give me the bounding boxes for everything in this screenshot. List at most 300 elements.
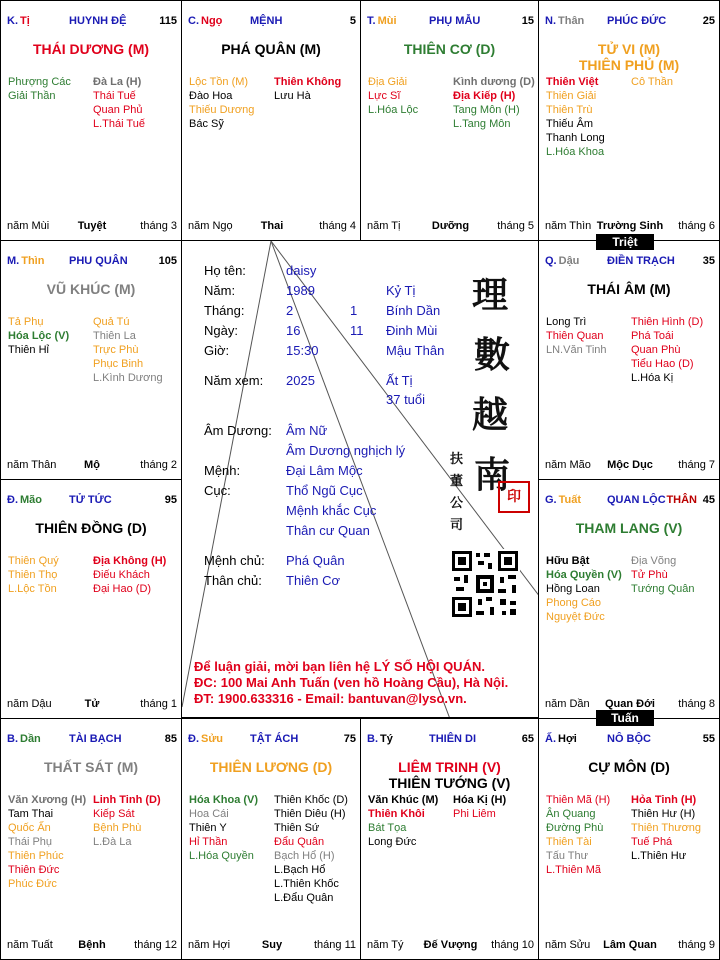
minor-stars-right xyxy=(631,554,695,596)
minor-star: Lộc Tồn (M) xyxy=(189,76,249,88)
minor-stars-right xyxy=(453,75,535,131)
minor-star: Hóa Khoa (V) xyxy=(189,794,259,806)
palace-score: 85 xyxy=(164,733,177,745)
minor-stars-right xyxy=(274,793,348,905)
minor-star: Giải Thần xyxy=(8,90,56,102)
minor-star: Trực Phù xyxy=(93,344,139,356)
palace-year: năm Dần xyxy=(545,698,590,710)
center-info-panel xyxy=(181,240,539,718)
minor-stars-left xyxy=(368,75,418,117)
main-star: THAM LANG (V) xyxy=(575,520,683,536)
palace-branch-name: Tị xyxy=(20,15,30,27)
palace-stage: Mộc Dục xyxy=(607,459,653,471)
palace-branch-name: Tuất xyxy=(558,494,582,506)
main-star: THÁI DƯƠNG (M) xyxy=(32,41,150,57)
palace-month: tháng 6 xyxy=(678,220,715,232)
minor-star: Đường Phù xyxy=(546,822,604,834)
palace-header xyxy=(367,733,534,747)
minor-stars-left xyxy=(8,75,71,103)
palace-name: HUYNH ĐỆ xyxy=(69,15,127,27)
palace-stem: B. xyxy=(7,733,18,745)
palace-stage: Tuyệt xyxy=(77,220,107,232)
minor-star: L.Thiên Khốc xyxy=(274,878,339,890)
day-solar: 16 xyxy=(286,323,301,338)
minor-star: Văn Xương (H) xyxy=(8,794,87,806)
minor-star: Hữu Bật xyxy=(546,555,590,567)
minor-star: Lưu Hà xyxy=(274,90,311,102)
palace-stage: Dưỡng xyxy=(431,220,470,232)
minor-star: Thiên Đức xyxy=(8,864,60,876)
minor-star: Quốc Ấn xyxy=(8,822,51,834)
hour-value: 15:30 xyxy=(286,343,319,358)
main-star: CỰ MÔN (D) xyxy=(588,759,670,775)
minor-star: Long Đức xyxy=(368,836,417,848)
minor-star: Đẩu Quân xyxy=(274,836,325,848)
palace-thin[interactable] xyxy=(0,240,182,480)
palace-year: năm Thân xyxy=(7,459,57,471)
palace-score: 15 xyxy=(521,15,534,27)
minor-star: Kình dương (D) xyxy=(453,76,535,88)
minor-star: L.Kình Dương xyxy=(93,372,163,384)
palace-name: THIÊN DI xyxy=(429,733,477,745)
minor-star: Cô Thần xyxy=(631,76,673,88)
minor-stars-left xyxy=(546,75,605,159)
palace-name: ĐIỀN TRẠCH xyxy=(607,255,675,267)
palace-branch xyxy=(188,733,223,745)
palace-stage: Mộ xyxy=(84,459,100,471)
palace-header xyxy=(545,15,715,29)
palace-month: tháng 4 xyxy=(319,220,356,232)
palace-month: tháng 3 xyxy=(140,220,177,232)
minor-star: Địa Giải xyxy=(368,76,408,88)
palace-branch-name: Ngọ xyxy=(201,15,223,27)
palace-year: năm Sửu xyxy=(545,939,591,951)
palace-score: 95 xyxy=(164,494,177,506)
palace-header xyxy=(188,15,356,29)
palace-branch xyxy=(367,15,397,27)
menh-chu-value: Phá Quân xyxy=(286,553,345,568)
palace-footer xyxy=(7,459,177,473)
minor-star: Thiên Hỉ xyxy=(8,344,49,356)
palace-branch-name: Dần xyxy=(20,733,41,745)
minor-star: Tả Phụ xyxy=(8,316,44,328)
menh-chu-label: Mệnh chủ: xyxy=(204,553,265,568)
calligraphy-char-3: 越 xyxy=(472,394,509,436)
main-star: THIÊN LƯƠNG (D) xyxy=(209,759,333,775)
palace-branch-name: Tý xyxy=(380,733,393,745)
palace-footer xyxy=(545,939,715,953)
minor-stars-left xyxy=(546,315,607,357)
minor-stars-right xyxy=(93,75,145,131)
minor-star: L.Bạch Hổ xyxy=(274,864,326,876)
main-star: THIÊN TƯỚNG (V) xyxy=(388,775,511,791)
palace-stage: Tử xyxy=(84,698,100,710)
palace-stage: Suy xyxy=(261,939,283,951)
minor-star: Thiên Quan xyxy=(546,330,604,342)
palace-score: 35 xyxy=(702,255,715,267)
palace-footer xyxy=(545,220,715,234)
palace-footer xyxy=(188,939,356,953)
palace-name: PHÚC ĐỨC xyxy=(607,15,667,27)
minor-star: Đại Hao (D) xyxy=(93,583,152,595)
palace-stem: C. xyxy=(188,15,199,27)
palace-stage: Thai xyxy=(260,220,284,232)
palace-branch xyxy=(545,733,577,745)
minor-star: Thanh Long xyxy=(546,132,605,144)
cuc-label: Cục: xyxy=(204,483,231,498)
minor-stars-right xyxy=(631,793,701,863)
palace-year: năm Tý xyxy=(367,939,404,951)
palace-stage: Bệnh xyxy=(78,939,106,951)
minor-stars-right xyxy=(274,75,341,103)
minor-star: Nguyệt Đức xyxy=(546,611,605,623)
triet-tag: Triệt xyxy=(596,234,654,250)
contact-line-2: ĐC: 100 Mai Anh Tuấn (ven hồ Hoàng Cầu), Hà Nội. xyxy=(194,675,509,690)
minor-star: Quả Tú xyxy=(93,316,130,328)
minor-star: L.Thiên Hư xyxy=(631,850,687,862)
cuc-note-2: Thân cư Quan xyxy=(286,523,370,538)
minor-star: Thiên Việt xyxy=(546,76,599,88)
palace-footer xyxy=(188,220,356,234)
minor-star: Hóa Quyền (V) xyxy=(546,569,622,581)
name-label: Họ tên: xyxy=(204,263,246,278)
minor-star: L.Hóa Khoa xyxy=(546,146,605,158)
minor-star: Thiên Hình (D) xyxy=(631,316,704,328)
palace-score: 105 xyxy=(158,255,177,267)
minor-star: Tấu Thư xyxy=(546,850,589,862)
minor-star: L.Thiên Mã xyxy=(546,864,602,876)
palace-stem: B. xyxy=(367,733,378,745)
calligraphy-char-1: 理 xyxy=(472,274,509,316)
palace-branch-name: Dậu xyxy=(558,255,580,267)
year-value: 1989 xyxy=(286,283,315,298)
palace-suu[interactable] xyxy=(181,718,361,960)
palace-branch xyxy=(367,733,393,745)
minor-star: Thái Tuế xyxy=(93,90,136,102)
palace-branch-name: Thân xyxy=(558,15,585,27)
minor-star: L.Thái Tuế xyxy=(93,118,145,130)
minor-star: Thiên Quý xyxy=(8,555,59,567)
palace-stem: T. xyxy=(367,15,376,27)
than-chu-value: Thiên Cơ xyxy=(286,573,341,588)
palace-than[interactable] xyxy=(538,0,720,241)
minor-star: Hóa Kị (H) xyxy=(453,794,507,806)
palace-footer xyxy=(367,220,534,234)
minor-star: Thiên Mã (H) xyxy=(546,794,611,806)
am-duong-value: Âm Nữ xyxy=(286,423,328,438)
palace-branch-name: Sửu xyxy=(201,733,224,745)
palace-branch xyxy=(7,255,44,267)
minor-star: Thiên Thọ xyxy=(8,569,58,581)
minor-stars-left xyxy=(189,75,254,131)
minor-stars-left xyxy=(546,793,610,877)
palace-month: tháng 9 xyxy=(678,939,715,951)
minor-star: Phượng Các xyxy=(8,76,71,88)
minor-stars-right xyxy=(631,75,673,89)
palace-stage: Trường Sinh xyxy=(596,220,664,232)
palace-stem: K. xyxy=(7,15,18,27)
palace-branch xyxy=(7,494,42,506)
palace-stem: N. xyxy=(545,15,556,27)
palace-ti[interactable] xyxy=(0,0,182,241)
minor-stars-left xyxy=(8,554,59,596)
qr-code-icon[interactable] xyxy=(450,549,520,619)
minor-star: Hỉ Thần xyxy=(189,836,228,848)
am-duong-label: Âm Dương: xyxy=(204,423,272,438)
minor-star: Ân Quang xyxy=(546,808,596,820)
view-year-label: Năm xem: xyxy=(204,373,264,388)
minor-star: Bát Tọa xyxy=(368,822,407,834)
palace-month: tháng 8 xyxy=(678,698,715,710)
palace-header xyxy=(7,15,177,29)
palace-footer xyxy=(7,939,177,953)
minor-stars-right xyxy=(453,793,506,821)
minor-star: L.Đà La xyxy=(93,836,132,848)
minor-star: Thiên Không xyxy=(274,76,342,88)
minor-star: Địa Võng xyxy=(631,555,677,567)
calligraphy-char-4: 南 xyxy=(474,454,511,496)
palace-stem: G. xyxy=(545,494,557,506)
palace-name: TẬT ÁCH xyxy=(250,733,299,745)
minor-star: Kiếp Sát xyxy=(93,808,135,820)
main-star: TỬ VI (M) xyxy=(597,41,661,57)
minor-stars-left xyxy=(368,793,438,849)
minor-star: Phục Binh xyxy=(93,358,144,370)
minor-stars-left xyxy=(546,554,622,624)
palace-branch-name: Mùi xyxy=(377,15,397,27)
name-value: daisy xyxy=(286,263,317,278)
main-star: VŨ KHÚC (M) xyxy=(46,281,136,297)
minor-star: Thái Phụ xyxy=(8,836,53,848)
minor-star: LN.Văn Tinh xyxy=(546,344,607,356)
minor-star: Tử Phù xyxy=(631,569,668,581)
palace-name: NÔ BỘC xyxy=(607,733,651,745)
minor-star: Quan Phù xyxy=(631,344,681,356)
palace-ngo[interactable] xyxy=(181,0,361,241)
minor-star: Phúc Đức xyxy=(8,878,57,890)
palace-header xyxy=(7,494,177,508)
main-star: THIÊN ĐỒNG (D) xyxy=(35,520,147,536)
palace-mui[interactable] xyxy=(360,0,539,241)
palace-month: tháng 12 xyxy=(134,939,177,951)
palace-year: năm Dậu xyxy=(7,698,52,710)
main-star: THIÊN CƠ (D) xyxy=(403,41,496,57)
minor-star: L.Hóa Kị xyxy=(631,372,674,384)
palace-name: QUAN LỘC xyxy=(607,494,666,506)
minor-star: Thiên Thương xyxy=(631,822,702,834)
small-calli-4: 司 xyxy=(450,518,464,533)
calligraphy-char-2: 數 xyxy=(474,334,511,376)
palace-month: tháng 2 xyxy=(140,459,177,471)
view-year-value: 2025 xyxy=(286,373,315,388)
minor-stars-left xyxy=(189,793,258,863)
minor-star: Hóa Lộc (V) xyxy=(8,330,70,342)
palace-mao[interactable] xyxy=(0,479,182,719)
minor-star: Tang Môn (H) xyxy=(453,104,520,116)
minor-star: L.Lộc Tồn xyxy=(8,583,57,595)
minor-star: Thiên Diêu (H) xyxy=(274,808,346,820)
palace-stem: M. xyxy=(7,255,20,267)
palace-year: năm Mùi xyxy=(7,220,50,232)
day-label: Ngày: xyxy=(204,323,238,338)
palace-header xyxy=(188,733,356,747)
palace-score: 55 xyxy=(702,733,715,745)
minor-star: Thiên Hư (H) xyxy=(631,808,696,820)
minor-star: Linh Tinh (D) xyxy=(93,794,161,806)
age-value: 37 tuổi xyxy=(386,392,426,407)
minor-star: Thiên Giải xyxy=(546,90,597,102)
minor-star: Điếu Khách xyxy=(93,569,150,581)
palace-score: 5 xyxy=(349,15,356,27)
palace-header xyxy=(7,733,177,747)
small-calli-1: 扶 xyxy=(450,452,464,467)
minor-star: Tướng Quân xyxy=(631,583,695,595)
palace-stem: Q. xyxy=(545,255,557,267)
tuan-tag: Tuấn xyxy=(596,710,654,726)
palace-dau[interactable] xyxy=(538,240,720,480)
palace-name: TỬ TỨC xyxy=(69,494,112,506)
minor-star: Bệnh Phù xyxy=(93,822,142,834)
palace-year: năm Ngọ xyxy=(188,220,233,232)
minor-star: Thiên Sứ xyxy=(274,822,320,834)
small-calli-3: 公 xyxy=(450,496,464,511)
palace-stem: Ấ. xyxy=(545,733,556,745)
palace-name: TÀI BẠCH xyxy=(69,733,122,745)
month-lunar: 1 xyxy=(350,303,358,318)
minor-star: Thiên Khốc (D) xyxy=(274,794,348,806)
calligraphy-small-column xyxy=(450,449,466,537)
minor-star: L.Hóa Lộc xyxy=(368,104,419,116)
palace-score: 75 xyxy=(343,733,356,745)
month-solar: 2 xyxy=(286,303,294,318)
palace-year: năm Thìn xyxy=(545,220,592,232)
minor-star: Thiếu Âm xyxy=(546,118,594,130)
minor-star: Thiếu Dương xyxy=(189,104,255,116)
minor-star: Thiên Khôi xyxy=(368,808,425,820)
palace-name: PHỤ MẪU xyxy=(429,15,481,27)
palace-month: tháng 11 xyxy=(313,939,356,951)
red-seal-icon: 印 xyxy=(498,481,530,513)
minor-stars-left xyxy=(8,315,69,357)
menh-label: Mệnh: xyxy=(204,463,241,478)
palace-stage: Quan Đới xyxy=(605,698,655,710)
main-star: THẤT SÁT (M) xyxy=(43,759,139,775)
day-lunar: 11 xyxy=(350,323,364,338)
palace-branch xyxy=(7,15,30,27)
palace-dan[interactable] xyxy=(0,718,182,960)
hour-can-chi: Mậu Thân xyxy=(386,343,445,358)
palace-year: năm Mão xyxy=(545,459,591,471)
palace-footer xyxy=(367,939,534,953)
palace-month: tháng 5 xyxy=(497,220,534,232)
palace-branch xyxy=(188,15,222,27)
palace-year: năm Tuất xyxy=(7,939,53,951)
palace-branch xyxy=(545,15,584,27)
palace-branch-name: Mão xyxy=(20,494,42,506)
minor-star: Tam Thai xyxy=(8,808,54,820)
palace-stage: Đế Vượng xyxy=(423,939,478,951)
palace-stem: Đ. xyxy=(7,494,18,506)
minor-stars-right xyxy=(631,315,703,385)
minor-star: Phá Toái xyxy=(631,330,674,342)
month-label: Tháng: xyxy=(204,303,245,318)
minor-star: Long Trì xyxy=(546,316,587,328)
minor-star: Phong Cáo xyxy=(546,597,602,609)
palace-header xyxy=(545,255,715,269)
minor-star: Thiên Trù xyxy=(546,104,593,116)
palace-footer xyxy=(7,220,177,234)
palace-score: 115 xyxy=(159,15,177,27)
minor-star: Phi Liêm xyxy=(453,808,496,820)
minor-star: Địa Không (H) xyxy=(93,555,167,567)
palace-hoi[interactable] xyxy=(538,718,720,960)
palace-month: tháng 7 xyxy=(678,459,715,471)
month-can-chi: Bính Dần xyxy=(386,303,441,318)
palace-year: năm Tị xyxy=(367,220,401,232)
minor-star: Đà La (H) xyxy=(93,76,142,88)
palace-header xyxy=(7,255,177,269)
palace-ty[interactable] xyxy=(360,718,539,960)
palace-score: 65 xyxy=(521,733,534,745)
minor-star: Văn Khúc (M) xyxy=(368,794,439,806)
minor-star: Hồng Loan xyxy=(546,583,600,595)
palace-footer xyxy=(7,698,177,712)
minor-star: Thiên La xyxy=(93,330,136,342)
minor-star: L.Đẩu Quân xyxy=(274,892,334,904)
main-star: PHÁ QUÂN (M) xyxy=(221,41,321,57)
minor-stars-left xyxy=(8,793,86,891)
main-star: THIÊN PHỦ (M) xyxy=(578,57,680,73)
minor-stars-right xyxy=(93,793,161,849)
minor-star: Địa Kiếp (H) xyxy=(453,90,516,102)
day-can-chi: Đinh Mùi xyxy=(386,323,438,338)
palace-month: tháng 1 xyxy=(140,698,177,710)
palace-score: 45 xyxy=(702,494,715,506)
palace-branch xyxy=(545,494,581,506)
minor-star: Thiên Y xyxy=(189,822,227,834)
palace-tuat[interactable] xyxy=(538,479,720,719)
palace-header xyxy=(367,15,534,29)
small-calli-2: 董 xyxy=(450,474,464,489)
minor-star: Đào Hoa xyxy=(189,90,233,102)
minor-star: Bạch Hổ (H) xyxy=(274,850,335,862)
main-star: LIÊM TRINH (V) xyxy=(398,759,501,775)
palace-name: PHU QUÂN xyxy=(69,255,128,267)
minor-stars-right xyxy=(93,554,166,596)
cuc-value: Thổ Ngũ Cục xyxy=(286,483,363,498)
minor-star: Tuế Phá xyxy=(631,836,673,848)
am-duong-note: Âm Dương nghịch lý xyxy=(286,443,406,458)
year-can-chi: Kỷ Tị xyxy=(386,283,416,298)
palace-branch-name: Hợi xyxy=(558,733,577,745)
main-star: THÁI ÂM (M) xyxy=(587,281,671,297)
hour-label: Giờ: xyxy=(204,343,230,358)
view-year-can-chi: Ất Tị xyxy=(386,373,413,388)
palace-month: tháng 10 xyxy=(491,939,534,951)
than-chu-label: Thân chủ: xyxy=(204,573,262,588)
palace-branch xyxy=(7,733,41,745)
palace-name: MỆNH xyxy=(250,15,283,27)
palace-branch xyxy=(545,255,579,267)
cuc-note-1: Mệnh khắc Cục xyxy=(286,503,377,518)
minor-star: Thiên Phúc xyxy=(8,850,64,862)
palace-stem: Đ. xyxy=(188,733,199,745)
palace-score: 25 xyxy=(702,15,715,27)
contact-line-3[interactable]: ĐT: 1900.633316 - Email: bantuvan@lyso.vn. xyxy=(194,691,467,706)
contact-line-1: Để luận giải, mời bạn liên hệ LÝ SỐ HỘI QUÁN. xyxy=(194,659,485,674)
minor-star: L.Hóa Quyền xyxy=(189,850,254,862)
minor-star: Thiên Tài xyxy=(546,836,592,848)
